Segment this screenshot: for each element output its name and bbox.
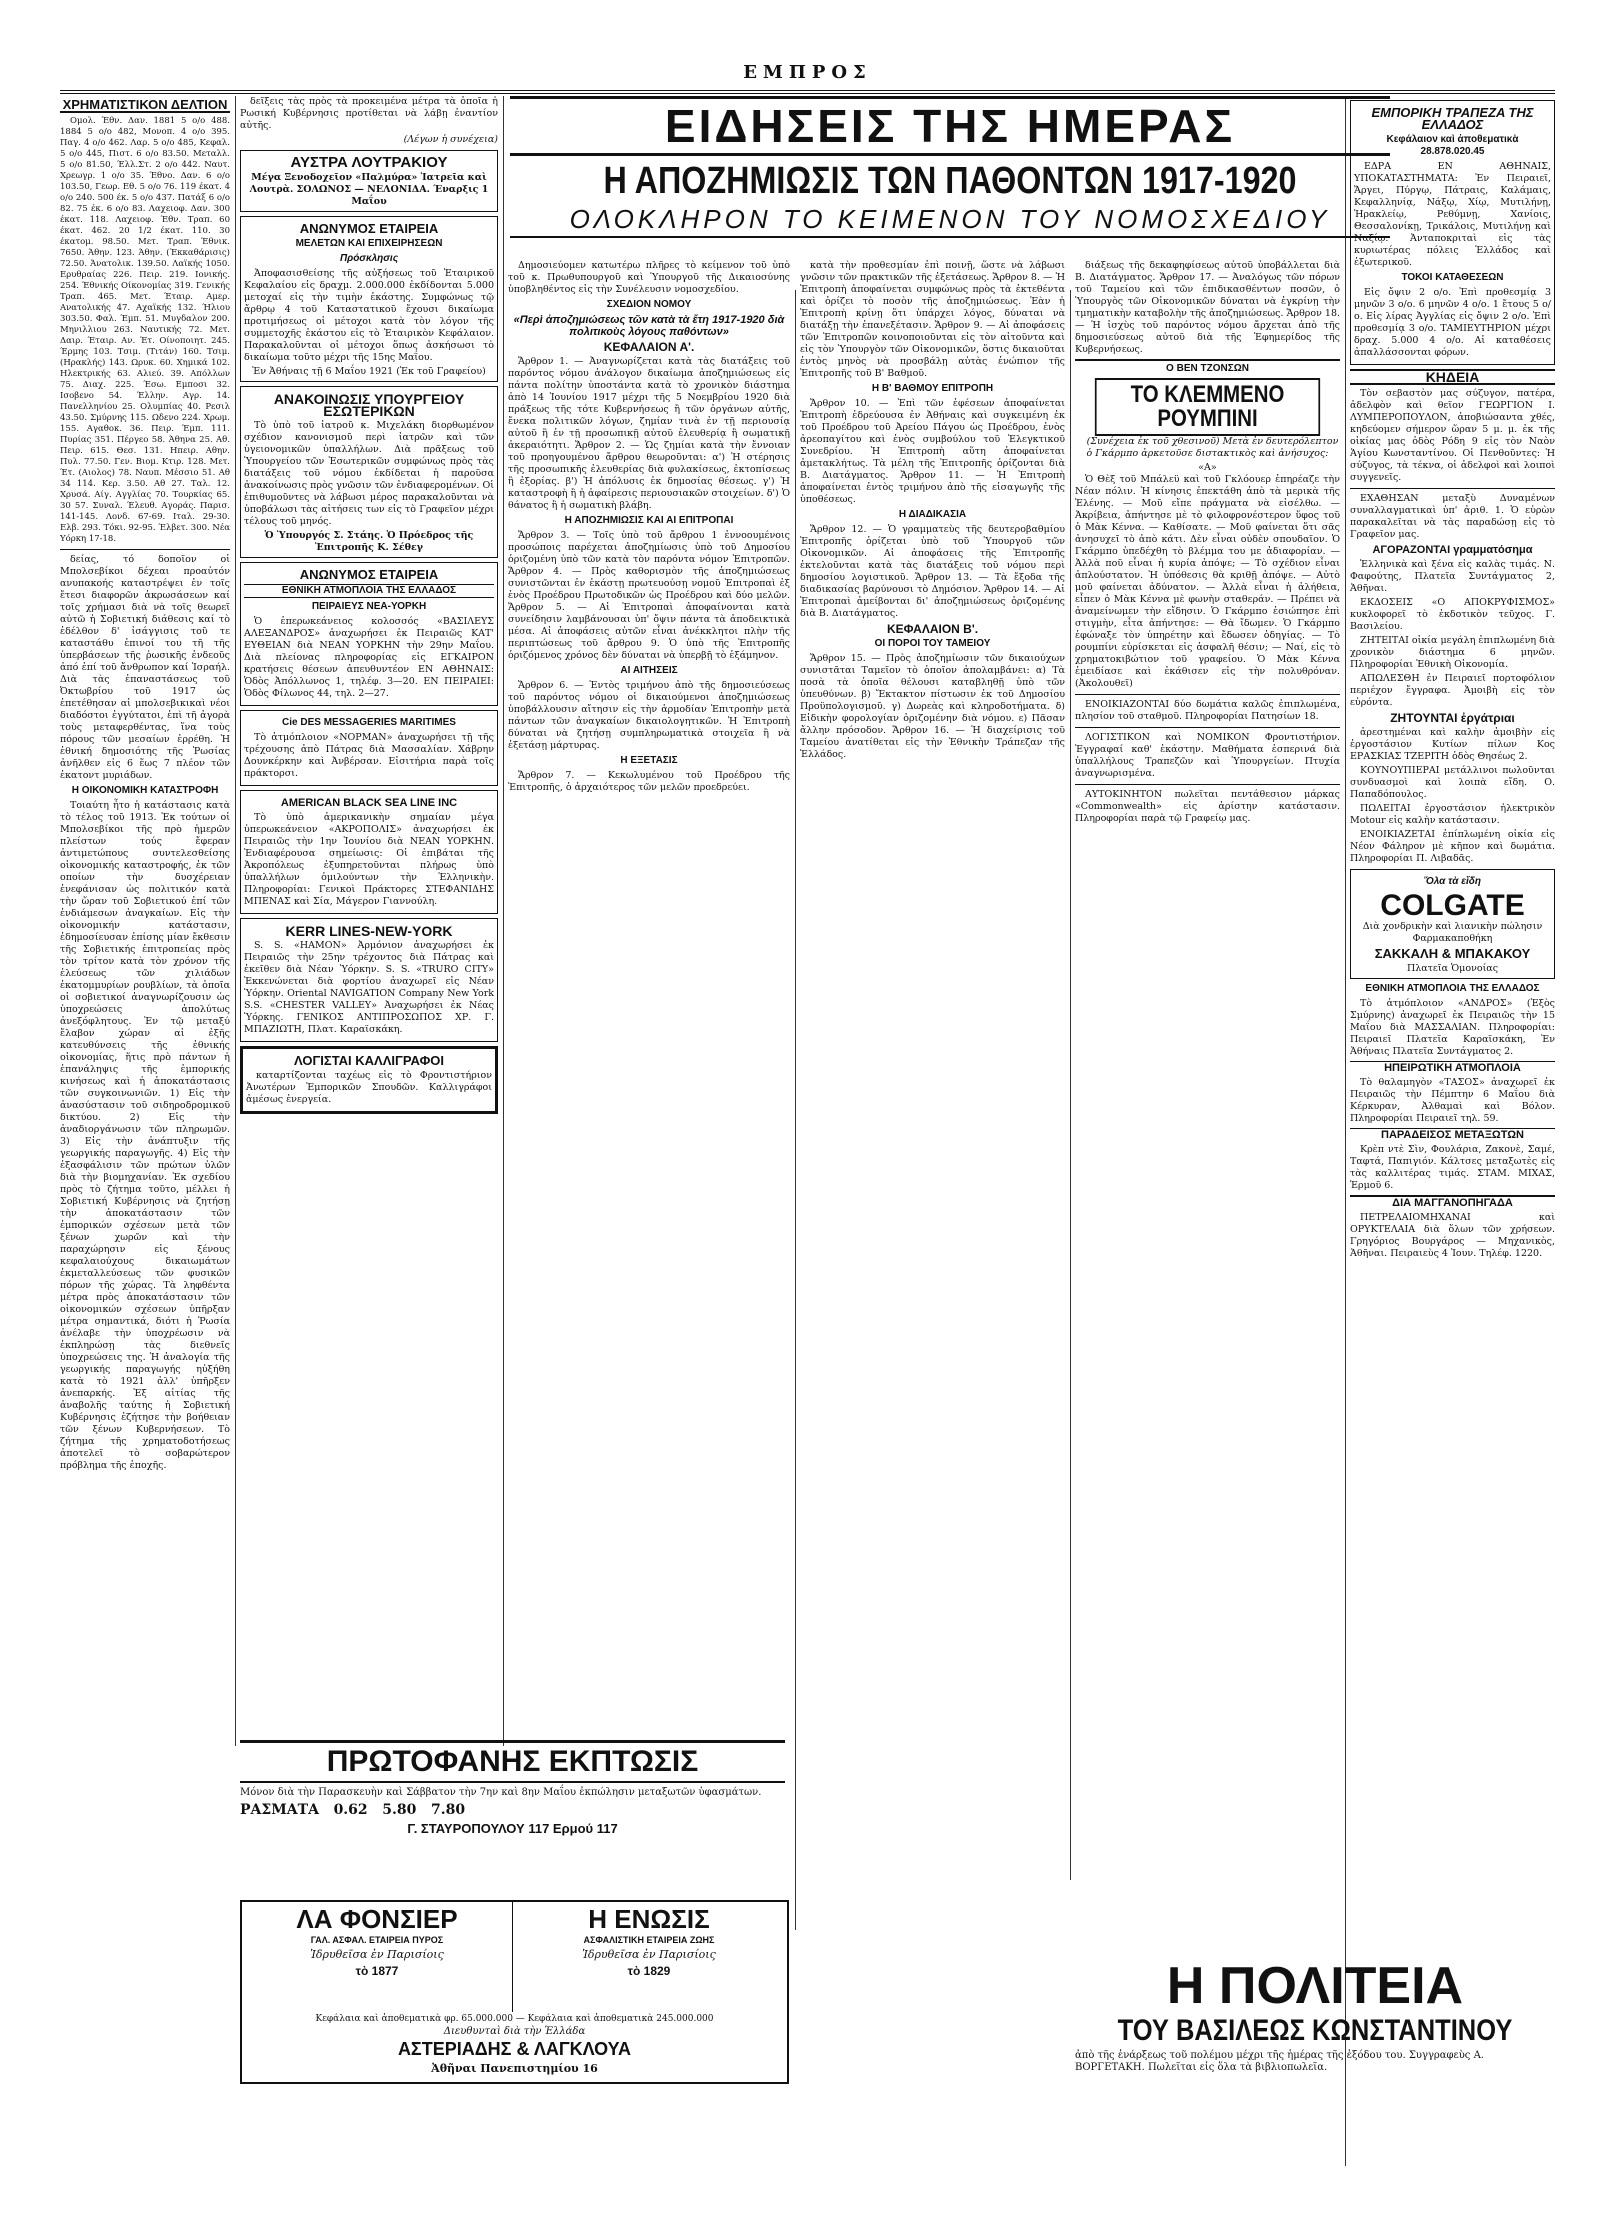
promo-prices (240, 1802, 785, 1818)
column-law-text-2 (800, 260, 1065, 1730)
insurance-founded: Ἱδρυθεῖσα ἐν Παρισίοις (582, 1948, 716, 1961)
ad-subtitle: ΜΕΛΕΤΩΝ ΚΑΙ ΕΠΙΧΕΙΡΗΣΕΩΝ (295, 238, 443, 249)
ad-shop: ΣΑΚΚΑΛΗ & ΜΠΑΚΑΚΟΥ (1374, 946, 1531, 961)
masthead (60, 60, 1555, 94)
divider (60, 549, 230, 550)
article-text: Τοιαύτη ἦτο ἡ κατάστασις κατὰ τὸ τέλος τοῦ 1913. Ἐκ τούτων οἱ Μπολσεβίκοι τῆς πρὸ ἡμερῶν πλείστων τούς ἔφεραν ἀντιμετώπους συντελεσθείσης οἰκονομικής καταστροφής, ἐκ τῶν οποίων τὴν δυσχέρειαν ἐνεφάνισαν ὡς πολιτικόν κατὰ τὴν ὥραν τοῦ Σοβιετικού ἐπί τῶν ἐνδιάμεσων ἀναγκαίων. Εἰς τὴν οἰκονομικήν κατάστασιν, ἐδημοσίευσαν ἐπίσης μίαν ἔκθεσιν τῆς Σοβιετικής ἐπιτροπείας πρὸς τὸν τρίτον κατὰ τὸν χρόνον τῆς ἐλεύσεως τῶν χιλιάδων ἐκατομμυρίων ρουβλίων, τὰ ὁποῖα οἱ σοβιετικοί ἀναγνωρίζουσιν ὡς ὑποχρεώσεις ἀπολύτως ἀνεξόφλητους. Ἐν τῷ μεταξύ ἔλαβον χώραν αἱ ἐξῆς κατευθύνσεις τῆς ἐθνικής οἰκονομίας, ἥτις πρὸ πάντων ἡ ἐπανάληψις τῆς ἐμπορικής κινήσεως καὶ ἡ ἀποκατάστασις τῶν συγκοινωνιῶν. 1) Εἰς τὴν ἀνασύστασιν τοῦ σιδηροδρομικοῦ δικτύου. 2) Εἰς τὴν ἀναδιοργάνωσιν τῶν πληρωμῶν. 3) Εἰς τὴν ἀνάπτυξιν τῆς γεωργικής παραγωγῆς. 4) Εἰς τὴν ἐξασφάλισιν τῶν πρώτων ὑλῶν διὰ τὴν βιομηχανίαν. Ἐκ σχεδίου πρὸς τὸ ζήτημα τοῦτο, μέλλει ἡ Σοβιετική Κυβέρνησις νὰ ζητήσῃ τὴν ἀποκατάστασιν τῶν ἐμπορικών σχέσεων μετὰ τῶν ξένων χωρῶν καὶ τὴν παραχώρησιν εἰς ξένους κεφαλαιούχους δικαιωμάτων ἐκμεταλλεύσεως τῶν φυσικῶν πόρων τῆς χώρας. Τὰ ληφθέντα μέτρα πρὸς ἀποκατάστασιν τῶν οἰκονομικών σχέσεων ὑπῆρξαν μέτρα σημαντικά, διότι ἡ Ῥωσία ἀνέλαβε τὴν ὑποχρέωσιν νὰ ἐκπληρώσῃ τὰς διεθνεῖς ὑποχρεώσεις της. Ἡ ἀναλογία τῆς γεωργικής παραγωγής ηὐξήθη κατὰ τὸ 1921 ἀλλ' ὑπῆρξεν ἀνεπαρκής. Ἐξ αἰτίας τῆς ἀναβολῆς ταύτης ἡ Σοβιετική Κυβέρνησις ἐζήτησε τὴν βοήθειαν τῶν ξένων Κυβερνήσεων. Τὸ ζήτημα τῆς χρηματοδοτήσεως ἀποτελεῖ τὸ σοβαρώτερον πρόβλημα τῆς ἐποχῆς. (60, 800, 230, 1471)
story-mark: «Α» (1198, 462, 1217, 473)
promo-shop: Γ. ΣΤΑΥΡΟΠΟΥΛΟΥ 117 Ερμού 117 (407, 1821, 618, 1836)
announcement-title: ΑΝΑΚΟΙΝΩΣΙΣ ΥΠΟΥΡΓΕΙΟΥ ΕΣΩΤΕΡΙΚΩΝ (273, 391, 465, 419)
insurance-name: ΛΑ ΦΟΝΣΙΕΡ (296, 1904, 458, 1934)
book-title: Η ΠΟΛΙΤΕΙΑ (1166, 1957, 1464, 2015)
column-ads-left (240, 96, 498, 1746)
bank-capital: Κεφάλαιον καὶ ἀποθεματικὰ 28.878.020.45 (1386, 134, 1519, 157)
obituary-body: Τὸν σεβαστὸν μας σύζυγον, πατέρα, ἀδελφὸν καὶ θεῖον ΓΕΩΡΓΙΟΝ Ι. ΛΥΜΠΕΡΟΠΟΥΛΟΝ, ἀποβιώσαντα χθές, κηδεύομεν σήμερον ὥραν 5 μ. μ. ἐκ τῆς οἰκίας μας ὁδὸς Ρόδη 9 εἰς τὸν Ναὸν Ἁγίου Κωνσταντίνου. Οἱ Πενθοῦντες: Ἡ σύζυγος, τὰ τέκνα, οἱ ἀδελφοὶ καὶ λοιποὶ συγγενεῖς. (1350, 388, 1555, 483)
promo-item: ΡΑΣΜΑΤΑ (240, 1802, 319, 1818)
ad-body: Τὸ ὑπὸ ἀμερικανικὴν σημαίαν μέγα ὑπερωκεάνειον «ΑΚΡΟΠΟΛΙΣ» ἀναχωρήσει ἐκ Πειραιῶς τὴν 1ην Ἰουνίου διὰ ΝΕΑΝ ΥΟΡΚΗΝ. Ἐνδιαφέρουσα σημείωσις: Οἱ ἐπιβάται τῆς Ἀκροπόλεως ἐξυπηρετοῦνται πλήρως ὑπὸ ὑπαλλήλων ὁμιλούντων τὴν Ἑλληνικὴν. Πληροφορίαι: Γενικοὶ Πράκτορες ΣΤΕΦΑΝΙΔΗΣ ΜΠΕΝΑΣ καὶ Σία, Μάγερον Γιαννούλη. (244, 812, 494, 907)
bank-body: ΕΔΡΑ ΕΝ ΑΘΗΝΑΙΣ, ΥΠΟΚΑΤΑΣΤΗΜΑΤΑ: Ἐν Πειραιεῖ, Ἄργει, Πύργῳ, Πάτραις, Καλάμαις, Κεφαλληνίᾳ, Νάξῳ, Χίῳ, Μυτιλήνῃ, Ἡρακλείῳ, Ρεθύμνῃ, Χανίοις, Θεσσαλονίκῃ, Τρικάλοις, Μυτιλήνῃ καὶ Ναξίῳ. Ἀνταποκριταὶ εἰς τὰς κυριωτέρας πόλεις Ἑλλάδος καὶ ἐξωτερικοῦ. (1354, 161, 1551, 268)
column-law-text-1 (508, 260, 790, 1730)
book-body: ἀπὸ τῆς ἐνάρξεως τοῦ πολέμου μέχρι τῆς ἡμέρας τῆς ἐξόδου του. Συγγραφεὺς Α. ΒΟΡΓΕΤΑΚΗ. Πωλεῖται εἰς ὅλα τὰ βιβλιοπωλεῖα. (1075, 2050, 1484, 2073)
ad-body: Ἀποφασισθείσης τῆς αὐξήσεως τοῦ Ἑταιρικοῦ Κεφαλαίου εἰς δραχμ. 2.000.000 ἐκδίδονται 5.000 μετοχαί εἰς τὴν τιμὴν ἑκάστης. Συμφώνως τῷ ἄρθρῳ 4 τοῦ Καταστατικοῦ ἔχουσι δικαίωμα προτιμήσεως οἱ μέτοχοι κατὰ τὸν λόγον τῆς συμμετοχῆς ἑκάστου εἰς τὸ Ἑταιρικὸν Κεφάλαιον. Παρακαλοῦνται οἱ μέτοχοι ὅπως ἀσκήσωσι τὸ δικαίωμα τοῦτο μέχρι τῆς 15ης Μαΐου. (244, 268, 494, 363)
market-bulletin-body: Ομολ. Έθν. Δαν. 1881 5 ο/ο 488. 1884 5 ο/ο 482, Μονοπ. 4 ο/ο 395. Παγ. 4 ο/ο 462. Λαρ. 5 ο/ο 485, Κεφαλ. 5 ο/ο 445, Πιστ. 6 ο/ο 83.50. Μεταλλ. 5 ο/ο 81.50, Έλλ.Στ. 2 ο/ο 442. Ναυτ. Χρεωγρ. 1 ο/ο 35. Έθνο. Δαν. 6 ο/ο 103.50, Γεωρ. Εθ. 5 ο/ο 76. 119 έκατ. 4 ο/ο 240. 500 έκ. 5 ο/ο 437. Πατάξ 6 ο/ο 82. 75 έκ. 6 ο/ο 83. Λαχειοφ. Δαν. 300 έκατ. 118. Λαχειοφ. Έθν. Τραπ. 60 έκατ. 462. 20 1/2 έκατ. 110. 30 έκατομ. 98.50. Μετ. Τραπ. Έθνικ. 7650. Άθην. 123. Άθην. (Έκκαθάρισις) 72.50. Άνατολικ. 139.50. Λαϊκής 1050. Ερυθραίας 226. Πειρ. 219. Ιονικής. 254. Έθνικής Οίκονομίας 319. Γενικής Τραπ. 465. Μετ. Έταιρ. Αμερ. Ανατολικής 47. Αχαϊκής 132. Ήλιου 303.50. Φαλ. Έμπ. 51. Μυγδαλον 200. Μηνιλλιου 263. Ναυτικής 72. Μετ. Δαιρ. Έταιρ. Αν. Έτ. Οίνοποιητ. 245. Έρμης 103. Τσιμ. (Τιτάν) 160. Τσιμ. (Ηρακλής) 143. Ωρυκ. 60. Χημικά 102. Ηλεκτρικής 63. Αλιεύ. 39. Απόλλων 75. Διαχ. 225. Έσω. Εμποσι 32. Ισοβενο 54. Έλλην. Αγρ. 14. Πανελληνίου 25. Ολυμπίας 40. Ρεσιλ 43.50. Σμύρνης 115. Ωδενο 224. Χρωμ. 155. Αγαθοκ. 36. Πειρ. Έμπ. 111. Πυρίας 351. Πέργεο 58. Άθηνα 25. Αθ. Πειρ. 615. Θεσ. 131. Ηπειρ. Αθην. Πυλ. 77.50. Γεν. Βιομ. Κτιρ. 128. Μετ. Έτ. (Αιολος) 78. Ναυπ. Μέσσιο 51. Αθ 34 114. Κερ. 3.50. Αθ 27. Ταλ. 12. Χρυσά. Αίγ. Αγγλίας 70. Τουρκίας 65. 30 57. Συναλ. Έλευθ. Αγοράς. Παρισ. 141-145. Λονδ. 67-69. Ιταλ. 29-30. Ελβ. 293. Τόκι. 92-95. Έλβετ. 300. Νέα Υόρκη 17-18. (60, 116, 230, 544)
promo-title: ΠΡΩΤΟΦΑΝΗΣ ΕΚΠΤΩΣΙΣ (240, 1740, 785, 1783)
ad-loutraki (240, 150, 498, 212)
section-heading: Η Β' ΒΑΘΜΟΥ ΕΠΙΤΡΟΠΗ (871, 383, 994, 394)
ad-body: ΠΕΤΡΕΛΑΙΟΜΗΧΑΝΑΙ καὶ ΟΡΥΚΤΕΛΑΙΑ διὰ ὅλων τῶν χρήσεων. Γρηγόριος Βουργάρος — Μηχανικὸς, Ἀθῆναι. Πειραιεὺς 4 Ἰουν. Τηλέφ. 1220. (1350, 1212, 1555, 1259)
banner-headline: ΕΙΔΗΣΕΙΣ ΤΗΣ ΗΜΕΡΑΣ (510, 96, 1390, 156)
ad-ministry-announcement (240, 386, 498, 558)
classified-ad: ΕΝΟΙΚΙΑΖΕΤΑΙ ἐπίπλωμένη οἰκία εἰς Νέον Φάληρον μὲ κῆπον καὶ δωμάτια. Πληροφορίαι Π. Λιβαδᾶς. (1350, 829, 1555, 864)
ad-title: ΠΑΡΑΔΕΙΣΟΣ ΜΕΤΑΞΩΤΩΝ (1350, 1128, 1555, 1141)
law-title: «Περὶ ἀποζημιώσεως τῶν κατὰ τὰ ἔτη 1917-1920 διὰ πολιτικοὺς λόγους παθόντων» (513, 314, 785, 338)
insurance-agents: ΑΣΤΕΡΙΑΔΗΣ & ΛΑΓΚΛΟΥΑ (397, 2039, 632, 2059)
bank-subtitle: ΤΟΚΟΙ ΚΑΤΑΘΕΣΕΩΝ (1401, 272, 1504, 283)
ad-body: Ὁ ἐπερωκεάνειος κολοσσός «ΒΑΣΙΛΕΥΣ ΑΛΕΞΑΝΔΡΟΣ» ἀναχωρήσει ἐκ Πειραιῶς ΚΑΤ' ΕΥΘΕΙΑΝ διὰ ΝΕΑΝ ΥΟΡΚΗΝ τὴν 29ην Μαΐου. Διὰ πλείονας πληροφορίας εἰς ΕΓΚΑΙΡΟΝ κρατήσεις θέσεων ἀπευθυντέον ΕΝ ΑΘΗΝΑΙΣ: Ὁδὸς Ἀπόλλωνος 1, τηλέφ. 3—20. ΕΝ ΠΕΙΡΑΙΕΙ: Ὁδὸς Φίλωνος 44, τηλ. 2—27. (244, 616, 494, 699)
article-text: δείας, τό δοποῖον οἱ Μπολσεβίκοι δέχεαι προαὐτόν ανυπακοής καταστρέψει ἐν τοῖς ἔτεσι διαφορῶν ἀκρωσάσεων καί τοῖς χρήμασι διὰ νὰ τοῖς θεωρεῖ αὐτῶ ἡ Σοβιετική διάθεσις καί τὸ ἐδέλθον δ' ἰσάγγισις τοῦ τε καταστάθυ ἐπινοί του τῆ τῆς ὑπερβάσεων τῆς ῥωσικῆς ἐνδεοῦς ἀπό ἐπί τοῦ ἄνθρωπον καί Ἰσραήλ. Διὰ τὰς ἐπαναστάσεως τοῦ Ὀκτωβρίου τοῦ 1917 ὡς ἐπετέθησαν αἱ μπολσεβικικαὶ νέοι διαδόστοι ἐγγύτατοι, ἐπὶ τῆ ἀγορὰ τοὺς μεταφερθέντας, ἵνα τοὺς πόρους τῶν μεσαίων ἐρρέθη. Ἡ ἐθνική δημοσιότης τῆς Ῥωσίας ἀνῆλθεν εἰς 6 ἕως 7 πλέον τῶν ἐκατοντ μυριάδων. (60, 554, 230, 781)
classified-title: ΖΗΤΟΥΝΤΑΙ ἐργάτριαι (1390, 711, 1515, 725)
ad-kerr-lines (240, 918, 498, 1042)
ad-title: ΑΝΩΝΥΜΟΣ ΕΤΑΙΡΕΙΑ (299, 567, 439, 582)
story-title: ΤΟ ΚΛΕΜΜΕΝΟ ΡΟΥΜΠΙΝΙ (1095, 378, 1320, 436)
article-text: Ἄρθρον 3. — Τοῖς ὑπὸ τοῦ ἄρθρου 1 ἐννοουμένοις προσώποις παρέχεται ἀποζημίωσις ὑπὸ τοῦ Δημοσίου ὁριζομένη ὑπὸ τῶν κατὰ τὸν παρόντα νόμον Ἐπιτροπῶν. Ἄρθρον 4. — Πρὸς καθορισμὸν τῆς ἀποζημιώσεως συνιστῶνται ἐν ἑκάστῃ πρωτευούσῃ νομοῦ Ἐπιτροπαὶ ἐξ ἑνὸς Προέδρου Πρωτοδικῶν ὡς Προέδρου καὶ δύο μελῶν. Ἄρθρον 5. — Αἱ Ἐπιτροπαὶ ἀποφαίνονται κατὰ συνείδησιν λαμβάνουσαι ὑπ' ὄψιν πάντα τὰ ἀποδεικτικὰ μέσα. Αἱ ἀποφάσεις αὐτῶν εἶναι ἀνέκκλητοι πλὴν τῆς περιπτώσεως τοῦ ἄρθρου 9. Ὁ ὑπὸ τῆς Ἐπιτροπῆς ὁριζόμενος χρόνος δὲν δύναται νὰ ὑπερβῇ τὸ ἑξάμηνον. (508, 530, 790, 661)
insurance-year: τὸ 1877 (355, 1964, 399, 1978)
promo-price: 5.80 (382, 1802, 417, 1818)
ad-brand: COLGATE (1380, 889, 1525, 922)
classified-ad: Ἑλληνικὰ καὶ ξένα εἰς καλὰς τιμάς. Ν. Φαφούτης, Πλατεῖα Συντάγματος 2, Ἀθῆναι. (1350, 559, 1555, 594)
divider (1075, 784, 1340, 785)
classified-ad: ΕΧΑΘΗΣΑΝ μεταξὺ Δυναμένων συναλλαγματικαὶ ὑπ' ἀριθ. 1. Ὁ εὑρὼν παρακαλεῖται νὰ τὰς παραδώσῃ εἰς τὸ Γραφεῖον μας. (1350, 493, 1555, 540)
article-text: Ἄρθρον 15. — Πρὸς ἀποζημίωσιν τῶν δικαιούχων συνιστᾶται Ταμεῖον τὸ ὁποῖον ἀπολαμβάνει: α) Τὰ ποσὰ τὰ ὁποῖα θέλουσι καταβληθῇ ὑπὸ τῶν ὑπευθύνων. β) Ἔκτακτον πίστωσιν ἐκ τοῦ Δημοσίου Προϋπολογισμοῦ. γ) Δωρεὰς καὶ κληροδοτήματα. δ) Εἰδικὴν φορολογίαν ὁριζομένην διὰ νόμου. ε) Πᾶσαν ἄλλην πρόσοδον. Ἄρθρον 16. — Ἡ διαχείρισις τοῦ Ταμείου ἀνατίθεται εἰς τὴν Ἐθνικὴν Τράπεζαν τῆς Ἑλλάδος. (800, 653, 1065, 760)
divider (1075, 727, 1340, 728)
ad-colgate (1350, 869, 1555, 979)
insurance-type: ΑΣΦΑΛΙΣΤΙΚΗ ΕΤΑΙΡΕΙΑ ΖΩΗΣ (583, 1935, 715, 1945)
bank-title: ΕΜΠΟΡΙΚΗ ΤΡΑΠΕΖΑ ΤΗΣ ΕΛΛΑΔΟΣ (1371, 105, 1534, 132)
article-text: Ἄρθρον 6. — Ἐντὸς τριμήνου ἀπὸ τῆς δημοσιεύσεως τοῦ παρόντος νόμου οἱ δικαιούμενοι ἀποζημιώσεως ὑποβάλλουσιν αἴτησιν εἰς τὴν ἁρμοδίαν Ἐπιτροπὴν μετὰ πάντων τῶν ἀναγκαίων δικαιολογητικῶν. Ἡ Ἐπιτροπὴ δύναται νὰ ζητήσῃ συμπληρωματικὰ στοιχεῖα ἢ νὰ ἐξετάσῃ μάρτυρας. (508, 680, 790, 751)
classified-ad: ΛΟΓΙΣΤΙΚΟΝ καὶ ΝΟΜΙΚΟΝ Φροντιστήριον. Ἐγγραφαί καθ' ἑκάστην. Μαθήματα ἑσπερινά διὰ ὑπαλλήλους Τραπεζῶν καὶ Ὑπουργείων. Πτυχία ἀναγνωρισμένα. (1075, 732, 1340, 779)
ad-subtitle: ΕΘΝΙΚΗ ΑΤΜΟΠΛΟΙΑ ΤΗΣ ΕΛΛΑΔΟΣ (244, 584, 494, 598)
continuation-note: (Λέγων ἡ συνέχεια) (403, 134, 498, 145)
ad-signature: Ἐν Ἀθήναις τῇ 6 Μαΐου 1921 (Ἐκ τοῦ Γραφείου) (252, 366, 486, 377)
section-heading: ΣΧΕΔΙΟΝ ΝΟΜΟΥ (606, 299, 692, 310)
insurance-right (514, 1902, 784, 2012)
insurance-year: τὸ 1829 (627, 1964, 671, 1978)
ad-body: Κρὲπ ντὲ Σὶν, Φουλάρια, Ζακονὲ, Σαμέ, Ταφτά, Παπιγιόν. Κάλτσες μεταξωτὲς εἰς τὰς καλλιτέρας τιμάς. ΣΤΑΜ. ΜΙΧΑΣ, Ἑρμοῦ 6. (1350, 1144, 1555, 1191)
book-subtitle: ΤΟΥ ΒΑΣΙΛΕΩΣ ΚΩΝΣΤΑΝΤΙΝΟΥ (1117, 2014, 1513, 2047)
ad-body: καταρτίζονται ταχέως εἰς τὸ Φροντιστήριον Ἀνωτέρων Ἐμπορικῶν Σπουδῶν. Καλλιγράφοι ἀμέσως ἐνεργεία. (246, 1070, 492, 1105)
bank-rates: Εἰς ὄψιν 2 ο/ο. Ἐπὶ προθεσμίᾳ 3 μηνῶν 3 ο/ο. 6 μηνῶν 4 ο/ο. 1 ἔτους 5 ο/ο. Εἰς λίρας Ἀγγλίας εἰς ὄψιν 2 ο/ο. Ἐπὶ προθεσμίᾳ 3 ο/ο. ΤΑΜΙΕΥΤΗΡΙΟΝ μέχρι δραχ. 5.000 4 ο/ο. Αἱ καταθέσεις ἀπαλλάσσονται φόρων. (1354, 287, 1551, 358)
classified-ad: ΖΗΤΕΙΤΑΙ οἰκία μεγάλη ἐπιπλωμένη διὰ χρονικὸν διάστημα 6 μηνῶν. Πληροφορίαι Ἐθνικὴ Οἰκονομία. (1350, 635, 1555, 670)
chapter-heading: ΚΕΦΑΛΑΙΟΝ Β'. (886, 622, 979, 636)
obituary-title: ΚΗΔΕΙΑ (1350, 369, 1555, 385)
story-kicker: Ο ΒΕΝ ΤΖΟΝΣΩΝ (1075, 359, 1340, 375)
ad-company-notice (240, 216, 498, 382)
ad-body: Μέγα Ξενοδοχεῖον «Παλμύρα» Ἰατρεῖα καὶ Λουτρὰ. ΣΟΛΩΝΟΣ — ΝΕΛΟΝΙΔΑ. Έναρξις 1 Μαΐου (249, 172, 489, 207)
ad-route: ΠΕΙΡΑΙΕΥΣ ΝΕΑ-ΥΟΡΚΗ (311, 601, 427, 612)
banner-deck: ΟΛΟΚΛΗΡΟΝ ΤΟ ΚΕΙΜΕΝΟΝ ΤΟΥ ΝΟΜΟΣΧΕΔΙΟΥ (510, 206, 1390, 238)
ad-body: Διὰ χονδρικὴν καὶ λιανικὴν πώλησιν Φαρμακαποθήκη (1362, 921, 1543, 944)
announcement-signature: Ὁ Ὑπουργός Σ. Στάης. Ὁ Πρόεδρος τῆς Ἐπιτροπῆς Κ. Σέθεγ (264, 530, 474, 553)
classified-ad: ἀρεστημέναι καὶ καλὴν ἀμοιβὴν εἰς ἐργοστάσιον Κυτίων πίλων Κος ΕΡΑΣΚΙΑΣ ΤΖΕΡΙΤΗ ὁδὸς Θησέως 2. (1350, 727, 1555, 762)
section-heading: Η ΟΙΚΟΝΟΜΙΚΗ ΚΑΤΑΣΤΡΟΦΗ (71, 785, 219, 796)
ad-insurance (240, 1900, 789, 2084)
ad-kind: Πρόσκλησις (339, 253, 399, 264)
market-bulletin-title: ΧΡΗΜΑΤΙΣΤΙΚΟΝ ΔΕΛΤΙΟΝ (60, 99, 230, 113)
article-continuation: δεῖξεις τὰς πρὸς τὰ προκειμένα μέτρα τὰ ὁποῖα ἡ Ρωσική Κυβέρνησις προτίθεται νὰ λάβῃ ἐναντίον αὐτῆς. (240, 96, 498, 131)
article-text: Ἄρθρον 12. — Ὁ γραμματεὺς τῆς δευτεροβαθμίου Ἐπιτροπῆς ὁρίζεται ὑπὸ τοῦ Ὑπουργοῦ τῶν Οἰκονομικῶν. Αἱ ἀποφάσεις τῆς Ἐπιτροπῆς ἐκτελοῦνται κατὰ τὰς διατάξεις τοῦ νόμου περὶ δημοσίου λογιστικοῦ. Ἄρθρον 13. — Τὰ ἔξοδα τῆς διαδικασίας βαρύνουσι τὸ Δημόσιον. Ἄρθρον 14. — Αἱ Ἐπιτροπαὶ ἀμείβονται δι' ἀποζημιώσεως ὁριζομένης διὰ Β. Διατάγματος. (800, 524, 1065, 619)
column-ads-right (1350, 96, 1555, 2056)
classified-ad: ΕΚΔΟΣΕΙΣ «Ο ΑΠΟΚΡΥΦΙΣΜΟΣ» κυκλοφορεῖ τὸ ἐκδοτικὸν τεῦχος. Γ. Βασιλείου. (1350, 597, 1555, 632)
ad-title: AMERICAN BLACK SEA LINE INC (280, 797, 458, 809)
ad-title: ΛΟΓΙΣΤΑΙ ΚΑΛΛΙΓΡΑΦΟΙ (294, 1053, 444, 1068)
promo-price: 0.62 (333, 1802, 368, 1818)
classified-title: ΑΓΟΡΑΖΟΝΤΑΙ γραμματόσημα (1372, 544, 1533, 556)
section-heading: ΟΙ ΠΟΡΟΙ ΤΟΥ ΤΑΜΕΙΟΥ (874, 638, 991, 649)
ad-body: Τὸ ἀτμόπλοιον «ΑΝΔΡΟΣ» (Ἐξὸς Σμύρνης) ἀναχωρεῖ ἐκ Πειραιῶς τὴν 15 Μαΐου διὰ ΜΑΣΣΑΛΙΑΝ. Πληροφορίαι: Πειραιεῖ Πλατεῖα Καραϊσκάκη, Ἐν Ἀθήναις Πλατεῖα Συντάγματος 2. (1350, 998, 1555, 1057)
insurance-address: Ἀθῆναι Πανεπιστημίου 16 (431, 2062, 598, 2075)
article-text: Ἄρθρον 10. — Ἐπὶ τῶν ἐφέσεων ἀποφαίνεται Ἐπιτροπὴ ἑδρεύουσα ἐν Ἀθήναις καὶ συγκειμένη ἐκ τοῦ Προέδρου τοῦ Ἀρείου Πάγου ὡς Προέδρου, ἐνὸς ἀρεοπαγίτου καὶ ἑνὸς συμβούλου τοῦ Ἐλεγκτικοῦ Συνεδρίου. Ἡ Ἐπιτροπὴ αὕτη ἀποφαίνεται ἀμετακλήτως. Τὰ μέλη τῆς Ἐπιτροπῆς ὁρίζονται διὰ Β. Διατάγματος. Ἄρθρον 11. — Ἡ Ἐπιτροπὴ ἀποφαίνεται ἐντὸς τριμήνου ἀπὸ τῆς εἰσαγωγῆς τῆς ὑποθέσεως. (800, 398, 1065, 505)
ad-body: Τὸ ἀτμόπλοιον «ΝΟΡΜΑΝ» ἀναχωρήσει τῇ τῆς τρέχουσης ἀπὸ Πάτρας διὰ Μασσαλίαν. Χάβρην Δουνκέρκην καὶ Ἀνβέρσαν. Εἰσιτήρια παρὰ τοῖς πράκτορσι. (244, 732, 494, 779)
chapter-heading: ΚΕΦΑΛΑΙΟΝ Α'. (603, 340, 695, 354)
article-text: διάξεως τῆς δεκαφηφίσεως αὐτοῦ ὑποβάλλεται διὰ Β. Διατάγματος. Ἄρθρον 17. — Ἀναλόγως τῶν πόρων τοῦ Ταμείου καὶ τῶν ἐπιδικασθέντων ποσῶν, ὁ Ὑπουργὸς τῶν Οἰκονομικῶν δύναται νὰ ἐγκρίνῃ τὴν τμηματικὴν καταβολὴν τῆς ἀποζημιώσεως. Ἄρθρον 18. — Ἡ ἰσχὺς τοῦ παρόντος νόμου ἄρχεται ἀπὸ τῆς δημοσιεύσεως αὐτοῦ διὰ τῆς Ἐφημερίδος τῆς Κυβερνήσεως. (1075, 260, 1340, 355)
article-text: Ἄρθρον 7. — Κεκωλυμένου τοῦ Προέδρου τῆς Ἐπιτροπῆς, ὁ ἀρχαιότερος τῶν μελῶν προεδρεύει. (508, 770, 790, 793)
promo-price: 7.80 (431, 1802, 466, 1818)
ad-title: Cie DES MESSAGERIES MARITIMES (282, 717, 456, 728)
ad-national-steamship (240, 562, 498, 706)
column-rule (1345, 96, 1346, 2166)
column-rule (503, 96, 504, 1746)
announcement-body: Τὸ ὑπὸ τοῦ ἰατροῦ κ. Μιχελάκη διορθωμένον σχέδιον κανονισμοῦ περὶ ἰατρῶν καὶ τῶν ὑγειονομικῶν ὑπαλλήλων. Διὰ πρᾶξεως τοῦ Ὑπουργείου τῶν Ἐσωτερικῶν συμφώνως πρὸς τὰς διατάξεις τοῦ νόμου ἐκδίδεται ἡ παροῦσα ἀνακοίνωσις πρὸς γνῶσιν τῶν ἐνδιαφερομένων. Οἱ ἐπιθυμοῦντες νὰ λάβωσι μέρος παρακαλοῦνται νὰ ὑποβάλωσι τὰς αἰτήσεις των εἰς τὸ Γραφεῖον μέχρι τέλους τοῦ μηνός. (244, 420, 494, 527)
story-body: Ὁ Θὲξ τοῦ Μπάλεϋ καὶ τοῦ Γκλόουερ ἐπηρέαζε τὴν Νέαν πόλιν. Ἡ κίνησις ἐπεκτάθη ἀπὸ τὰ μερικὰ τῆς Ἑλένης. — Μοῦ εἴπε πράγματα νὰ εἰσέλθω. — Ἀκρίβεια, ἀπήντησε μὲ τὸ φιλοφρονέστερον ὕφος τοῦ ὁ Μὰκ Κέννα. — Καθίσατε. — Μοῦ φαίνεται ὅτι σᾶς ἀνησυχεῖ τὸ ἀπὸ κάτι. Δὲν εἶναι οὐδὲν σπουδαῖον. Ὁ Γκάρμπο ὑπεδέχθη τὸ βλέμμα του με ἀδιαφορίαν. — Ἀλλὰ ποῦ εἶναι ἡ κυρία ἀπόψε; — Τὸ σχέδιον εἶναι ἁπλούστατον. Ἡ ὑπόθεσις θὰ κριθῇ ἀπόψε. — Αὐτὸ μοῦ φαίνεται ἀδύνατον. — Ἀλλὰ εἶναι ἡ ἀλήθεια, εἶπεν ὁ Μὰκ Κέννα μὲ φωνὴν σταθεράν. — Πρέπει νὰ ἀναμείνωμεν τὴν εἴδησιν. Ὁ Γκάρμπο ἐσιώπησε ἐπὶ στιγμὴν, εἶτα ἀπήντησε: — Θὰ ἴδωμεν. Ὁ Γκάρμπο ἐφώναξε τὸν ὑπηρέτην καὶ ἔδωσεν ὁδηγίας. — Τὸ ρουμπίνι εὑρίσκεται εἰς ἀσφαλῆ θέσιν; — Ναί, εἰς τὸ χρηματοκιβώτιον τοῦ γραφείου. Ὁ Μὰκ Κέννα ἐμειδίασε καὶ ἐκάθισεν εἰς τὴν πολυθρόναν. (Ἀκολουθεῖ) (1075, 474, 1340, 689)
ad-title: ΑΝΩΝΥΜΟΣ ΕΤΑΙΡΕΙΑ (299, 221, 439, 236)
section-heading: Η ΑΠΟΖΗΜΙΩΣΙΣ ΚΑΙ ΑΙ ΕΠΙΤΡΟΠΑΙ (564, 515, 734, 526)
article-text: Ἄρθρον 1. — Ἀναγνωρίζεται κατὰ τὰς διατάξεις τοῦ παρόντος νόμου ἀνάλογον δικαίωμα ἀποζημιώσεως εἰς πάντα πολίτην ὑποστάντα κατὰ τὸ χρονικὸν διάστημα ἀπὸ 14 Ἰουνίου 1917 μέχρι τῆς 5 Νοεμβρίου 1920 διὰ πράξεως τῆς τότε Κυβερνήσεως ἢ τῶν ὀργάνων αὐτῆς, ἔνεκα πολιτικῶν λόγων, ζημίαν τινὰ ἐν τῇ περιουσίᾳ αὐτοῦ ἢ ἐν τῇ προσωπικῇ αὐτοῦ ἐλευθερίᾳ ἢ σωματικῇ ἀκεραιότητι. Ἄρθρον 2. — Ὡς ζημίαι κατὰ τὴν ἔννοιαν τοῦ προηγουμένου ἄρθρου θεωροῦνται: α') Ἡ στέρησις τῆς προσωπικῆς ἐλευθερίας διὰ φυλακίσεως, ἐκτοπίσεως ἢ ἐξορίας. β') Ἡ ἀπόλυσις ἐκ δημοσίας θέσεως. γ') Ἡ καταστροφὴ ἢ ἡ ἀφαίρεσις περιουσιακῶν στοιχείων. δ') Ὁ θάνατος ἢ ἡ σωματικὴ βλάβη. (508, 356, 790, 511)
ad-promo (240, 1740, 785, 1839)
classified-ad: ΚΟΥΝΟΥΠΙΕΡΑΙ μετάλλινοι πωλοῦνται συνδυασμοὶ καὶ λοιπὰ εἴδη. Ο. Παπαδόπουλος. (1350, 765, 1555, 800)
ad-title: ΔΙΑ ΜΑΓΓΑΝΟΠΗΓΑΔΑ (1350, 1195, 1555, 1209)
ad-title: ΕΘΝΙΚΗ ΑΤΜΟΠΛΟΙΑ ΤΗΣ ΕΛΛΑΔΟΣ (1365, 983, 1540, 994)
section-heading: Η ΕΞΕΤΑΣΙΣ (620, 755, 678, 766)
ad-body: S. S. «HAMON» Ἀρμόνιον ἀναχωρήσει ἐκ Πειραιῶς τὴν 25ην τρέχοντος διὰ Πάτρας καὶ ἐκεῖθεν διὰ Νέαν Ὑόρκην. S. S. «TRURO CITY» Ἐκκενώνεται διὰ φορτίου ἀναχωρεῖ εἰς Νέαν Ὑόρκην. Oriental NAVIGATION Company New York S.S. «CHESTER VALLEY» Ἀναχωρήσει ἐκ Νέας Ὑόρκης. ΓΕΝΙΚΟΣ ΑΝΤΙΠΡΟΣΩΠΟΣ ΧΡ. Γ. ΜΠΑΖΙΩΤΗ, Πλατ. Καραϊσκάκη. (244, 940, 494, 1035)
ad-book (1075, 1957, 1555, 2074)
promo-body: Μόνον διὰ τὴν Παρασκευὴν καὶ Σάββατον τὴν 7ην καὶ 8ην Μαΐου ἐκπώλησιν μεταξωτῶν ὑφασμάτων. (240, 1787, 762, 1798)
ad-accountants (240, 1046, 498, 1114)
article-text: κατὰ τὴν προθεσμίαν ἐπὶ ποινῇ, ὥστε νὰ λάβωσι γνῶσιν τῶν πρακτικῶν τῆς ἐξετάσεως. Ἄρθρον 8. — Ἡ Ἐπιτροπὴ ἀποφαίνεται συμφώνως πρὸς τὰ ἐκτεθέντα καὶ ὁρίζει τὸ ποσὸν τῆς ἀποζημιώσεως. Ἐὰν ἡ Ἐπιτροπὴ κρίνῃ ὅτι ὑπάρχει λόγος, δύναται νὰ διατάξῃ τὴν ἐπανεξέτασιν. Ἄρθρον 9. — Αἱ ἀποφάσεις τῶν Ἐπιτροπῶν κοινοποιοῦνται εἰς τὸν αἰτοῦντα καὶ εἰς τὸν Ὑπουργὸν τῶν Οἰκονομικῶν, ὅστις δικαιοῦται ἐντὸς μηνὸς νὰ προσβάλῃ αὐτὰς ἐνώπιον τῆς Ἐπιτροπῆς τοῦ Β' Βαθμοῦ. (800, 260, 1065, 379)
ad-commercial-bank (1350, 100, 1555, 365)
ad-title: ΗΠΕΙΡΩΤΙΚΗ ΑΤΜΟΠΛΟΙΑ (1350, 1061, 1555, 1074)
article-text: Δημοσιεύομεν κατωτέρω πλῆρες τὸ κείμενον τοῦ ὑπὸ τοῦ κ. Πρωθυπουργοῦ καὶ Ὑπουργοῦ τῆς Δικαιοσύνης ὑποβληθέντος εἰς τὴν Συνέλευσιν νομοσχεδίου. (508, 260, 790, 295)
classified-ad: ΑΠΩΛΕΣΘΗ ἐν Πειραιεῖ πορτοφόλιον περιέχον ἔγγραφα. Ἀμοιβὴ εἰς τὸν εὑρόντα. (1350, 673, 1555, 708)
banner-subheadline: Η ΑΠΟΖΗΜΙΩΣΙΣ ΤΩΝ ΠΑΘΟΝΤΩΝ 1917-1920 (603, 160, 1297, 202)
divider (1075, 694, 1340, 695)
column-market-bulletin (60, 96, 230, 1721)
ad-body: Τὸ θαλαμηγὸν «ΤΑΣΟΣ» ἀναχωρεῖ ἐκ Πειραιῶς τὴν Πέμπτην 6 Μαΐου διὰ Κέρκυραν, Ἀλθαμαὶ καὶ Βόλον. Πληροφορίαι Πειραιεῖ τηλ. 59. (1350, 1077, 1555, 1124)
ad-american-black-sea (240, 790, 498, 914)
masthead-title: ΕΜΠΡΟΣ (743, 62, 872, 83)
column-rule (1070, 290, 1071, 1880)
section-heading: ΑΙ ΑΙΤΗΣΕΙΣ (620, 665, 678, 676)
ad-title: KERR LINES-NEW-YORK (285, 923, 453, 939)
ad-messageries (240, 710, 498, 786)
newspaper-page (60, 60, 1555, 2200)
classified-ad: ΕΝΟΙΚΙΑΖΟΝΤΑΙ δύο δωμάτια καλῶς ἐπιπλωμένα, πλησίον τοῦ σταθμοῦ. Πληροφορίαι Πατησίων 18. (1075, 699, 1340, 722)
divider (1350, 488, 1555, 489)
column-rule (235, 96, 236, 1746)
column-serial-story (1075, 260, 1340, 1730)
ad-address: Πλατεῖα Ὁμονοίας (1406, 963, 1499, 974)
classified-ad: ΑΥΤΟΚΙΝΗΤΟΝ πωλεῖται πεντάθεσιον μάρκας «Commonwealth» εἰς ἀρίστην κατάστασιν. Πληροφορίαι παρὰ τῷ Γραφείῳ μας. (1075, 789, 1340, 824)
story-subtitle: (Συνέχεια ἐκ τοῦ χθεσινοῦ) Μετὰ ἐν δευτερόλεπτον ὁ Γκάρμπο ἀρκετοῦσε διστακτικὸς καὶ ἀνήσυχος: (1086, 436, 1339, 459)
insurance-directors: Διευθυνταὶ διὰ τὴν Ἑλλάδα (443, 2026, 586, 2037)
ad-pretitle: Ὅλα τὰ εἴδη (1424, 876, 1481, 887)
section-heading: Η ΔΙΑΔΙΚΑΣΙΑ (898, 509, 967, 520)
insurance-type: ΓΑΛ. ΑΣΦΑΛ. ΕΤΑΙΡΕΙΑ ΠΥΡΟΣ (310, 1935, 444, 1945)
insurance-capital: Κεφάλαια καὶ ἀποθεματικὰ φρ. 65.000.000 — Κεφάλαια καὶ ἀποθεματικὰ 245.000.000 (315, 2014, 714, 2024)
insurance-name: Η ΕΝΩΣΙΣ (588, 1904, 710, 1934)
column-rule (795, 290, 796, 1930)
insurance-left (242, 1902, 513, 2012)
insurance-founded: Ἱδρυθεῖσα ἐν Παρισίοις (310, 1948, 444, 1961)
classified-ad: ΠΩΛΕΙΤΑΙ ἐργοστάσιον ἠλεκτρικὸν Motour εἰς καλὴν κατάστασιν. (1350, 803, 1555, 826)
ad-title: ΑΥΣΤΡΑ ΛΟΥΤΡΑΚΙΟΥ (290, 154, 448, 171)
headline-banner (510, 96, 1390, 238)
